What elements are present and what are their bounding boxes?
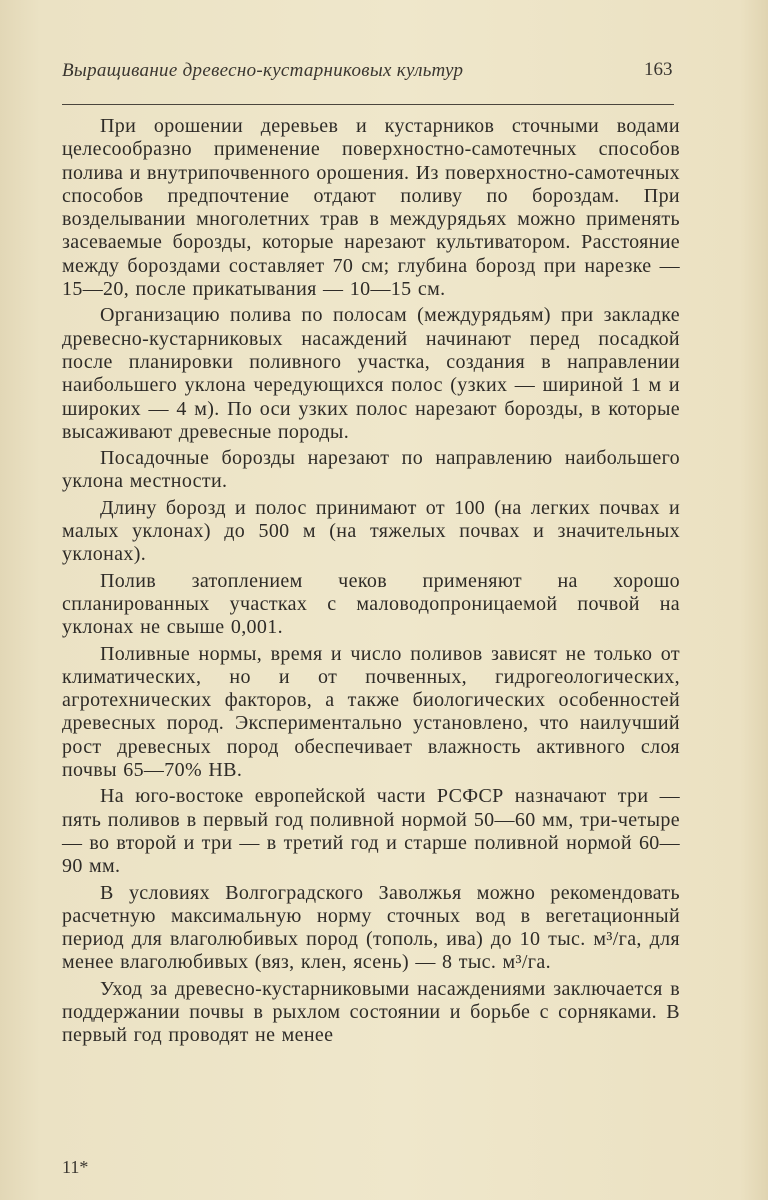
paragraph: При орошении деревьев и кустарников сточными водами целесообразно применение поверхностно-самотечных способов полива и внутрипочвенного орошения. Из поверхностно-самотечных способов предпочтение отдают поливу по бороздам. При возделывании многолетних трав в междурядьях можно применять засеваемые борозды, которые нарезают культиватором. Расстояние между бороздами составляет 70 см; глубина борозд при нарезке — 15—20, после прикатывания — 10—15 см. [62, 115, 680, 301]
paragraph: Длину борозд и полос принимают от 100 (на легких почвах и малых уклонах) до 500 м (на тяжелых почвах и значительных уклонах). [62, 496, 680, 566]
page-number: 163 [644, 59, 673, 80]
paragraph: В условиях Волгоградского Заволжья можно рекомендовать расчетную максимальную норму сточных вод в вегетационный период для влаголюбивых пород (тополь, ива) до 10 тыс. м³/га, для менее влаголюбивых (вяз, клен, ясень) — 8 тыс. м³/га. [62, 881, 680, 974]
paragraph: Полив затоплением чеков применяют на хорошо спланированных участках с маловодопроницаемой почвой на уклонах не свыше 0,001. [62, 569, 680, 639]
paragraph: Организацию полива по полосам (междурядьям) при закладке древесно-кустарниковых насаждений начинают перед посадкой после планировки поливного участка, создания в направлении наибольшего уклона чередующихся полос (узких — шириной 1 м и широких — 4 м). По оси узких полос нарезают борозды, в которые высаживают древесные породы. [62, 304, 680, 443]
header-rule [62, 104, 674, 105]
body-text [62, 115, 680, 1051]
paragraph: На юго-востоке европейской части РСФСР назначают три — пять поливов в первый год поливной нормой 50—60 мм, три-четыре — во второй и три — в третий год и старше поливной нормой 60—90 мм. [62, 785, 680, 878]
paragraph: Поливные нормы, время и число поливов зависят не только от климатических, но и от почвенных, гидрогеологических, агротехнических факторов, а также биологических особенностей древесных пород. Экспериментально установлено, что наилучший рост древесных пород обеспечивает влажность активного слоя почвы 65—70% НВ. [62, 642, 680, 782]
paragraph: Посадочные борозды нарезают по направлению наибольшего уклона местности. [62, 447, 680, 493]
signature-mark: 11* [62, 1157, 89, 1177]
running-head: Выращивание древесно-кустарниковых культур [62, 60, 464, 81]
paragraph: Уход за древесно-кустарниковыми насаждениями заключается в поддержании почвы в рыхлом состоянии и борьбе с сорняками. В первый год проводят не менее [62, 977, 680, 1047]
